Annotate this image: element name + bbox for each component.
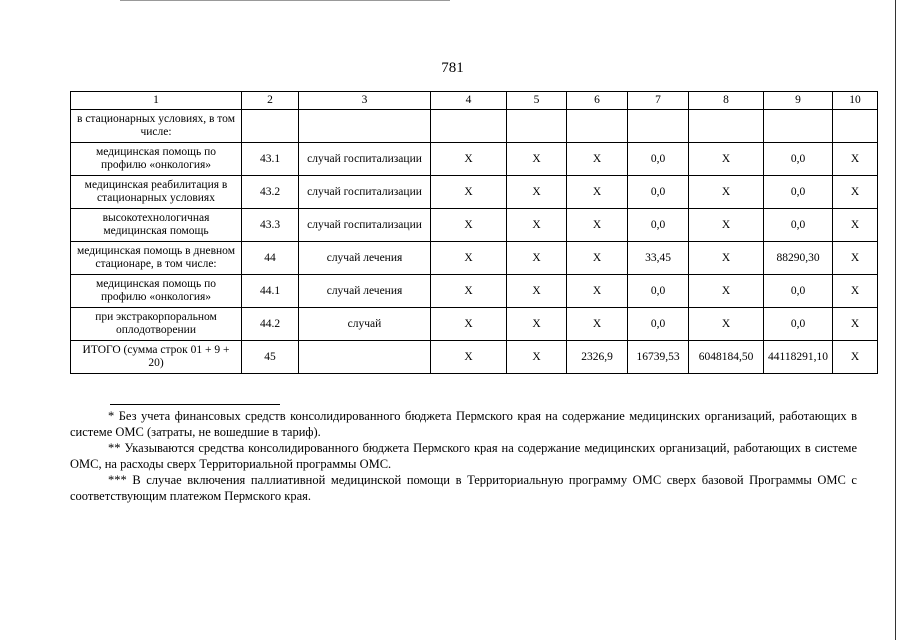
row-name-cell: медицинская реабилитация в стационарных условиях	[71, 176, 242, 209]
column-header: 10	[833, 92, 878, 110]
row-cell-col5: Х	[507, 143, 567, 176]
row-cell-col10: Х	[833, 176, 878, 209]
row-code-cell: 43.2	[242, 176, 299, 209]
row-cell-col6: Х	[567, 176, 628, 209]
row-cell-col4: Х	[431, 209, 507, 242]
row-cell-col4: Х	[431, 341, 507, 374]
row-name-cell: медицинская помощь по профилю «онкология»	[71, 275, 242, 308]
table-row	[71, 176, 878, 209]
row-cell-col9: 0,0	[764, 176, 833, 209]
row-name-cell: медицинская помощь по профилю «онкология»	[71, 143, 242, 176]
row-cell-col7	[628, 110, 689, 143]
footnote-1: * Без учета финансовых средств консолидированного бюджета Пермского края на содержание медицинских организаций, работающих в системе ОМС (затраты, не вошедшие в тариф).	[70, 409, 857, 439]
row-cell-col4: Х	[431, 176, 507, 209]
row-cell-col8: Х	[689, 143, 764, 176]
row-unit-cell: случай госпитализации	[299, 176, 431, 209]
row-cell-col7: 33,45	[628, 242, 689, 275]
table-row	[71, 209, 878, 242]
column-header: 1	[71, 92, 242, 110]
row-cell-col9: 0,0	[764, 308, 833, 341]
row-code-cell: 44.2	[242, 308, 299, 341]
column-header: 3	[299, 92, 431, 110]
row-cell-col4	[431, 110, 507, 143]
table-row	[71, 143, 878, 176]
column-header: 5	[507, 92, 567, 110]
footnote-2: ** Указываются средства консолидированного бюджета Пермского края на содержание медицинских организаций, работающих в системе ОМС, на расходы сверх Территориальной программы ОМС.	[70, 441, 857, 471]
row-cell-col4: Х	[431, 275, 507, 308]
column-header: 6	[567, 92, 628, 110]
row-cell-col5: Х	[507, 242, 567, 275]
row-cell-col6: Х	[567, 143, 628, 176]
column-header: 7	[628, 92, 689, 110]
header-row	[71, 92, 878, 110]
row-cell-col8: Х	[689, 308, 764, 341]
row-cell-col10: Х	[833, 275, 878, 308]
row-cell-col6: Х	[567, 209, 628, 242]
row-code-cell: 43.3	[242, 209, 299, 242]
row-code-cell: 43.1	[242, 143, 299, 176]
row-cell-col7: 0,0	[628, 176, 689, 209]
row-cell-col10: Х	[833, 242, 878, 275]
row-name-cell: при экстракорпоральном оплодотворении	[71, 308, 242, 341]
table-row	[71, 341, 878, 374]
row-cell-col9: 88290,30	[764, 242, 833, 275]
table-row	[71, 275, 878, 308]
row-cell-col4: Х	[431, 242, 507, 275]
row-cell-col6: Х	[567, 308, 628, 341]
row-code-cell: 44.1	[242, 275, 299, 308]
row-cell-col6: Х	[567, 275, 628, 308]
row-code-cell	[242, 110, 299, 143]
row-name-cell: высокотехнологичная медицинская помощь	[71, 209, 242, 242]
row-cell-col6: Х	[567, 242, 628, 275]
row-cell-col8: Х	[689, 209, 764, 242]
row-cell-col8: Х	[689, 275, 764, 308]
row-cell-col9: 0,0	[764, 143, 833, 176]
row-unit-cell: случай лечения	[299, 242, 431, 275]
row-cell-col10: Х	[833, 143, 878, 176]
row-unit-cell: случай лечения	[299, 275, 431, 308]
row-name-cell: медицинская помощь в дневном стационаре, в том числе:	[71, 242, 242, 275]
row-cell-col9: 0,0	[764, 275, 833, 308]
table-row	[71, 242, 878, 275]
row-cell-col6	[567, 110, 628, 143]
row-name-cell: в стационарных условиях, в том числе:	[71, 110, 242, 143]
row-cell-col10: Х	[833, 341, 878, 374]
row-cell-col7: 0,0	[628, 209, 689, 242]
page-number: 781	[441, 60, 464, 76]
row-cell-col7: 16739,53	[628, 341, 689, 374]
row-cell-col10: Х	[833, 308, 878, 341]
footnote-separator	[110, 404, 280, 405]
row-cell-col5: Х	[507, 275, 567, 308]
row-cell-col9: 44118291,10	[764, 341, 833, 374]
row-code-cell: 45	[242, 341, 299, 374]
row-unit-cell: случай госпитализации	[299, 209, 431, 242]
row-unit-cell: случай	[299, 308, 431, 341]
row-cell-col8: 6048184,50	[689, 341, 764, 374]
row-cell-col5: Х	[507, 209, 567, 242]
row-cell-col9: 0,0	[764, 209, 833, 242]
column-header: 8	[689, 92, 764, 110]
row-code-cell: 44	[242, 242, 299, 275]
footnotes	[70, 408, 857, 504]
row-cell-col7: 0,0	[628, 143, 689, 176]
column-header: 4	[431, 92, 507, 110]
row-unit-cell	[299, 110, 431, 143]
row-unit-cell	[299, 341, 431, 374]
row-cell-col9	[764, 110, 833, 143]
row-cell-col8: Х	[689, 242, 764, 275]
row-cell-col8	[689, 110, 764, 143]
column-header: 9	[764, 92, 833, 110]
row-cell-col6: 2326,9	[567, 341, 628, 374]
row-name-cell: ИТОГО (сумма строк 01 + 9 + 20)	[71, 341, 242, 374]
row-cell-col7: 0,0	[628, 275, 689, 308]
row-cell-col10	[833, 110, 878, 143]
scan-right-edge	[895, 0, 896, 640]
column-header: 2	[242, 92, 299, 110]
scan-top-edge	[120, 0, 450, 1]
row-cell-col8: Х	[689, 176, 764, 209]
table-row	[71, 308, 878, 341]
row-cell-col5: Х	[507, 308, 567, 341]
row-cell-col10: Х	[833, 209, 878, 242]
row-cell-col5	[507, 110, 567, 143]
row-cell-col5: Х	[507, 341, 567, 374]
table-row	[71, 110, 878, 143]
footnote-3: *** В случае включения паллиативной медицинской помощи в Территориальную программу ОМС сверх базовой Программы ОМС с соответствующим платежом Пермского края.	[70, 473, 857, 503]
row-cell-col7: 0,0	[628, 308, 689, 341]
row-cell-col4: Х	[431, 143, 507, 176]
data-table	[70, 91, 878, 374]
row-cell-col4: Х	[431, 308, 507, 341]
row-unit-cell: случай госпитализации	[299, 143, 431, 176]
row-cell-col5: Х	[507, 176, 567, 209]
